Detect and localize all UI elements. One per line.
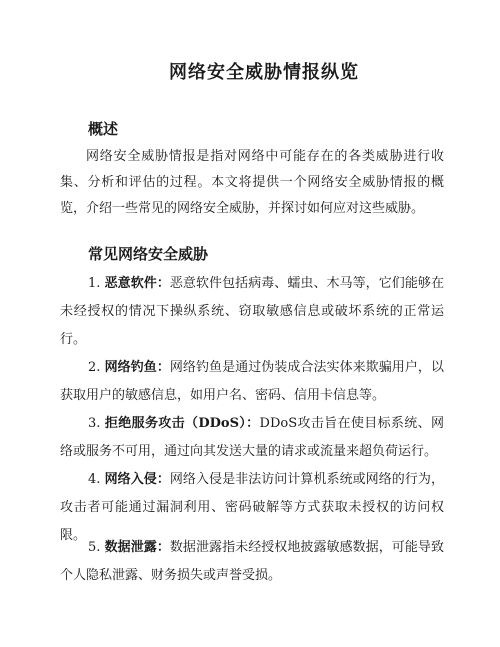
threat-description: 网络入侵是非法访问计算机系统或网络的行为，攻击者可能通过漏洞利用、密码破解等方式获取未授权的访问权限。: [60, 472, 444, 543]
threat-term: 网络钓鱼: [104, 360, 157, 375]
threat-description: 恶意软件包括病毒、蠕虫、木马等，它们能够在未经授权的情况下操纵系统、窃取敏感信息或破坏系统的正常运行。: [60, 276, 444, 347]
threats-heading: 常见网络安全威胁: [88, 245, 209, 263]
overview-paragraph: 网络安全威胁情报是指对网络中可能存在的各类威胁进行收集、分析和评估的过程。本文将提供一个网络安全威胁情报的概览，介绍一些常见的网络安全威胁，并探讨如何应对这些威胁。: [60, 149, 444, 216]
threat-separator: ：: [156, 540, 170, 555]
threat-term: 拒绝服务攻击（DDoS）: [104, 416, 247, 431]
threat-description: 数据泄露指未经授权地披露敏感数据，可能导致个人隐私泄露、财务损失或声誉受损。: [60, 540, 444, 583]
threat-separator: ：: [156, 276, 170, 291]
threat-item-phishing: [60, 354, 444, 410]
threat-number: 4.: [88, 472, 101, 487]
threat-term: 数据泄露: [104, 540, 157, 555]
threat-separator: ：: [156, 472, 170, 487]
threat-item-data-leak: [60, 534, 444, 590]
threat-number: 2.: [88, 360, 101, 375]
threat-separator: ：: [156, 360, 170, 375]
threat-description: DDoS攻击旨在使目标系统、网络或服务不可用，通过向其发送大量的请求或流量来超负荷运行。: [60, 416, 444, 459]
document-title: 网络安全威胁情报纵览: [169, 62, 359, 83]
threat-description: 网络钓鱼是通过伪装成合法实体来欺骗用户，以获取用户的敏感信息，如用户名、密码、信用卡信息等。: [60, 360, 444, 403]
threat-number: 1.: [88, 276, 101, 291]
threat-item-ddos: [60, 410, 444, 466]
threat-term: 恶意软件: [104, 276, 157, 291]
threat-separator: ：: [246, 416, 260, 431]
overview-heading: 概述: [88, 120, 119, 138]
threat-item-malware: [60, 270, 444, 354]
threat-term: 网络入侵: [104, 472, 157, 487]
threat-number: 5.: [88, 540, 101, 555]
threat-number: 3.: [88, 416, 101, 431]
